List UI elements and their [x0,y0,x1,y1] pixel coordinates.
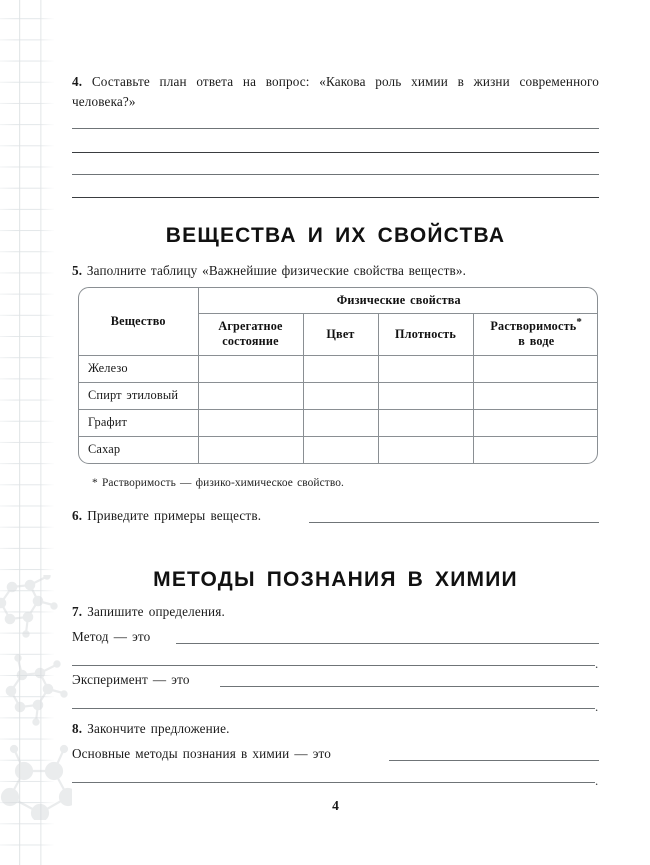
table-header-substance: Вещество [79,288,198,355]
question-5 [72,261,599,281]
table-cell-r3-color[interactable] [303,409,378,436]
question-8-number: 8. [72,721,83,736]
table-cell-r1-density[interactable] [378,355,473,382]
table-cell-substance-4: Сахар [79,436,198,463]
question-8-prompt: Основные методы познания в химии — это [72,746,331,761]
question-5-number: 5. [72,263,83,278]
answer-line-q7-experiment-2[interactable] [72,708,595,709]
page-content [72,0,599,865]
table-row [79,409,598,436]
question-6-number: 6. [72,508,83,523]
question-4-number: 4. [72,74,83,89]
table-cell-r3-density[interactable] [378,409,473,436]
graph-paper-margin [0,0,54,865]
table-cell-substance-1: Железо [79,355,198,382]
table-cell-r4-density[interactable] [378,436,473,463]
aggregate-state-line1: Агрегатное [218,319,283,333]
question-7-prompt-method: Метод — это [72,629,151,644]
table-cell-r2-density[interactable] [378,382,473,409]
question-4 [72,72,599,111]
question-4-text [72,72,599,111]
table-cell-substance-3: Графит [79,409,198,436]
question-7-body: Запишите определения. [87,604,225,619]
aggregate-state-line2: состояние [222,334,279,348]
answer-line-q7-method-2[interactable] [72,665,595,666]
answer-line-q8-2[interactable] [72,782,595,783]
table-row [79,382,598,409]
period-q8: . [595,773,599,788]
answer-line-q7-experiment-1[interactable] [220,686,599,687]
table-cell-r2-solubility[interactable] [473,382,598,409]
question-5-text [72,261,599,281]
table-cell-r3-aggregate[interactable] [198,409,303,436]
answer-line-q6-1[interactable] [309,522,599,523]
table-cell-substance-2: Спирт этиловый [79,382,198,409]
table-header-density: Плотность [378,313,473,355]
table-cell-r3-solubility[interactable] [473,409,598,436]
table-row [79,436,598,463]
question-6 [72,508,261,524]
answer-line-q8-1[interactable] [389,760,599,761]
table-header-solubility [473,313,598,355]
table-cell-r1-solubility[interactable] [473,355,598,382]
answer-line-q4-1[interactable] [72,128,599,129]
question-6-body: Приведите примеры веществ. [87,508,262,523]
period-q7-method: . [595,656,599,671]
table-cell-r4-color[interactable] [303,436,378,463]
answer-line-q4-4[interactable] [72,197,599,198]
question-7-prompt-experiment: Эксперимент — это [72,672,190,687]
question-8 [72,721,230,737]
page-number: 4 [332,798,339,813]
table-cell-r1-color[interactable] [303,355,378,382]
question-7 [72,604,225,620]
table-header-physical-properties: Физические свойства [198,288,598,313]
table-cell-r2-color[interactable] [303,382,378,409]
question-5-body: Заполните таблицу «Важнейшие физические свойства веществ». [86,263,467,278]
section-title-methods: МЕТОДЫ ПОЗНАНИЯ В ХИМИИ [153,568,518,591]
table-footnote: * Растворимость — физико-химическое свойство. [92,477,345,489]
section-title-substances: ВЕЩЕСТВА И ИХ СВОЙСТВА [165,224,506,247]
question-4-body: Составьте план ответа на вопрос: «Какова роль химии в жизни современного человека?» [72,74,599,109]
period-q7-experiment: . [595,699,599,714]
table-header-color: Цвет [303,313,378,355]
answer-line-q7-method-1[interactable] [176,643,599,644]
answer-line-q4-3[interactable] [72,174,599,175]
solubility-line1: Растворимость [490,319,577,333]
question-7-number: 7. [72,604,83,619]
table-cell-r4-aggregate[interactable] [198,436,303,463]
table-cell-r2-aggregate[interactable] [198,382,303,409]
table-header-aggregate-state [198,313,303,355]
table-header-row-group [79,288,598,313]
table-cell-r4-solubility[interactable] [473,436,598,463]
solubility-line2: в воде [518,334,555,348]
question-8-body: Закончите предложение. [87,721,230,736]
table-row [79,355,598,382]
answer-line-q4-2[interactable] [72,152,599,153]
table-cell-r1-aggregate[interactable] [198,355,303,382]
solubility-footnote-marker: * [576,315,583,328]
physical-properties-table [78,287,598,464]
